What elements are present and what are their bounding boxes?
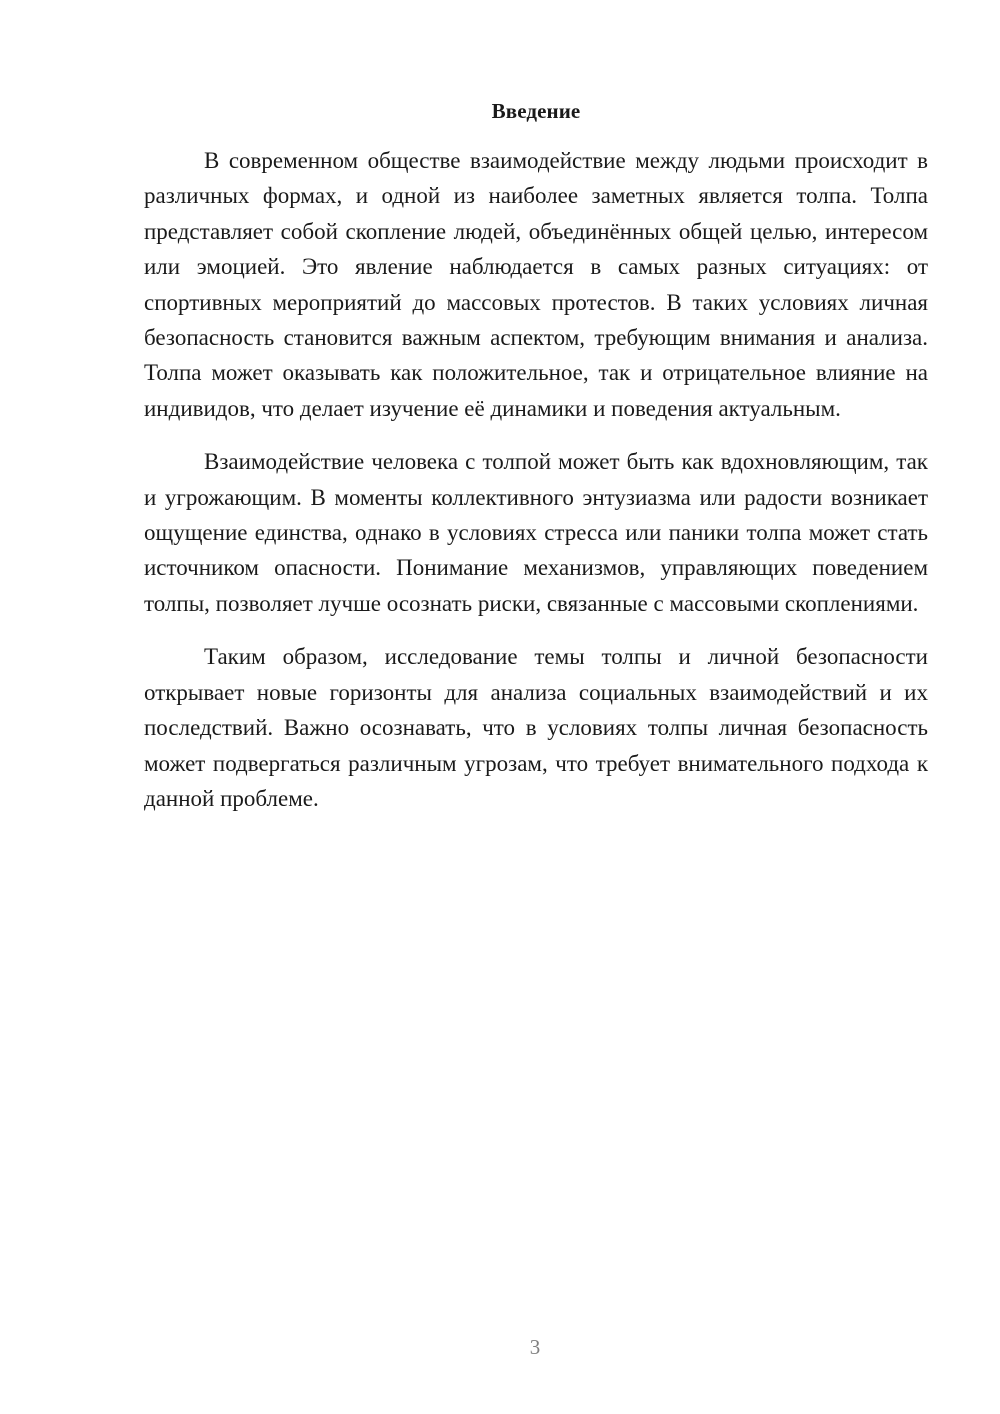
page-number: 3 <box>529 1335 541 1359</box>
section-heading: Введение <box>491 99 581 123</box>
paragraph-1: В современном обществе взаимодействие между людьми происходит в различных формах, и одной из наиболее заметных является толпа. Толпа представляет собой скопление людей, объединённых общей целью, интересом или эмоцией. Это явление наблюдается в самых разных ситуациях: от спортивных мероприятий до массовых протестов. В таких условиях личная безопасность становится важным аспектом, требующим внимания и анализа. Толпа может оказывать как положительное, так и отрицательное влияние на индивидов, что делает изучение её динамики и поведения актуальным. <box>144 148 928 421</box>
paragraph-2: Взаимодействие человека с толпой может быть как вдохновляющим, так и угрожающим. В моменты коллективного энтузиазма или радости возникает ощущение единства, однако в условиях стресса или паники толпа может стать источником опасности. Понимание механизмов, управляющих поведением толпы, позволяет лучше осознать риски, связанные с массовыми скоплениями. <box>144 449 928 616</box>
paragraph-3: Таким образом, исследование темы толпы и личной безопасности открывает новые горизонты для анализа социальных взаимодействий и их последствий. Важно осознавать, что в условиях толпы личная безопасность может подвергаться различным угрозам, что требует внимательного подхода к данной проблеме. <box>144 644 928 811</box>
page-content <box>144 97 928 834</box>
